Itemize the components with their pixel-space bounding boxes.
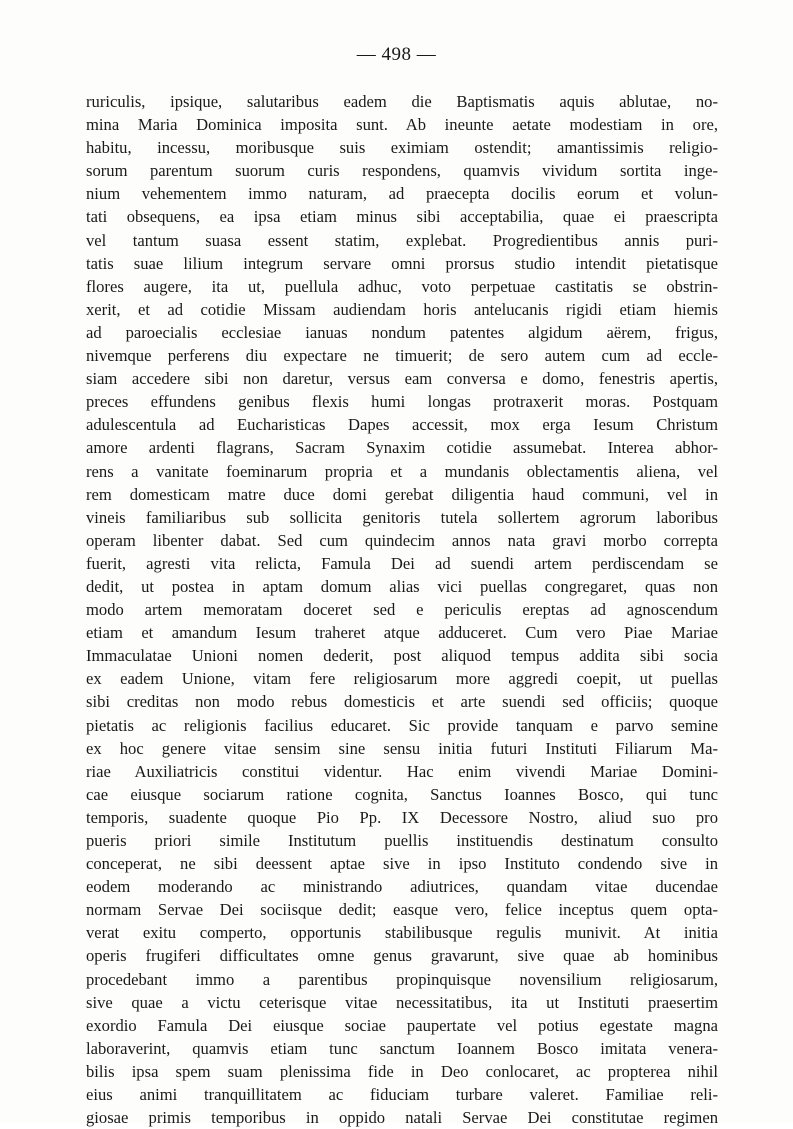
text-line: tatis suae lilium integrum servare omni prorsus studio intendit pietatisque [86,253,718,273]
text-line: nium vehementem immo naturam, ad praecepta docilis eorum et volun- [86,184,718,204]
text-line: vel tantum suasa essent statim, explebat. Progredientibus annis puri- [86,230,718,250]
text-line: sibi creditas non modo rebus domesticis et arte suendi sed officiis; quoque [86,692,718,712]
text-line: verat exitu comperto, opportunis stabilibusque regulis munivit. At initia [86,923,718,943]
text-line: ad paroecialis ecclesiae ianuas nondum patentes algidum aërem, frigus, [86,322,718,342]
text-line: flores augere, ita ut, puellula adhuc, voto perpetuae castitatis se obstrin- [86,276,718,296]
text-line: mina Maria Dominica imposita sunt. Ab ineunte aetate modestiam in ore, [86,115,718,135]
text-line: operis frugiferi difficultates omne genus gravarunt, sive quae ab hominibus [86,946,718,966]
text-line: procedebant immo a parentibus propinquisque novensilium religiosarum, [86,969,718,989]
text-line: siam accedere sibi non daretur, versus eam conversa e domo, fenestris apertis, [86,369,718,389]
text-line: pueris priori simile Institutum puellis instituendis destinatum consulto [86,831,718,850]
text-line: vineis familiaribus sub sollicita genitoris tutela sollertem agrorum laboribus [86,507,718,527]
text-line: ruriculis, ipsique, salutaribus eadem die Baptismatis aquis ablutae, no- [86,92,718,111]
text-line: etiam et amandum Iesum traheret atque adduceret. Cum vero Piae Mariae [86,623,718,643]
text-line: exordio Famula Dei eiusque sociae paupertate vel potius egestate magna [86,1015,718,1035]
text-line: modo artem memoratam doceret sed e periculis ereptas ad agnoscendum [86,600,718,620]
text-line: sorum parentum suorum curis respondens, quamvis vividum sortita inge- [86,161,718,181]
text-line: eodem moderando ac ministrando adiutrices, quandam vitae ducendae [86,877,718,897]
page-number: — 498 — [356,44,437,65]
text-line: laboraverint, quamvis etiam tunc sanctum Ioannem Bosco imitata venera- [86,1038,718,1058]
body-text [86,90,718,1129]
text-line: ex hoc genere vitae sensim sine sensu initia futuri Instituti Filiarum Ma- [86,738,718,758]
text-line: ex eadem Unione, vitam fere religiosarum more aggredi coepit, ut puellas [86,669,718,689]
text-line: habitu, incessu, moribusque suis eximiam ostendit; amantissimis religio- [86,138,718,158]
text-line: nivemque perferens diu expectare ne timuerit; de sero autem cum ad eccle- [86,346,718,366]
text-line: cae eiusque sociarum ratione cognita, Sanctus Ioannes Bosco, qui tunc [86,784,718,804]
text-line: eius animi tranquillitatem ac fiduciam turbare valeret. Familiae reli- [86,1085,718,1105]
text-line: amore ardenti flagrans, Sacram Synaxim cotidie assumebat. Interea abhor- [86,438,718,458]
text-line: riae Auxiliatricis constitui videntur. Hac enim vivendi Mariae Domini- [86,761,718,781]
text-line: xerit, et ad cotidie Missam audiendam horis antelucanis rigidi etiam hiemis [86,299,718,319]
text-line: giosae primis temporibus in oppido natali Servae Dei constitutae regimen [86,1108,718,1128]
text-line: bilis ipsa spem suam plenissima fide in Deo conlocaret, ac propterea nihil [86,1061,718,1081]
text-line: adulescentula ad Eucharisticas Dapes accessit, mox erga Iesum Christum [86,415,718,435]
text-line: sive quae a victu ceterisque vitae necessitatibus, ita ut Instituti praesertim [86,992,718,1012]
text-line: fuerit, agresti vita relicta, Famula Dei ad suendi artem perdiscendam se [86,553,718,573]
text-line: pietatis ac religionis facilius educaret. Sic provide tanquam e parvo semine [86,715,718,735]
text-line: rens a vanitate foeminarum propria et a mundanis oblectamentis aliena, vel [86,461,718,481]
text-line: operam libenter dabat. Sed cum quindecim annos nata gravi morbo correpta [86,530,718,550]
text-line: rem domesticam matre duce domi gerebat diligentia haud communi, vel in [86,484,718,504]
text-line: tati obsequens, ea ipsa etiam minus sibi acceptabilia, quae ei praescripta [86,207,718,227]
text-line: Immaculatae Unioni nomen dederit, post aliquod tempus addita sibi socia [86,646,718,666]
text-line: conceperat, ne sibi deessent aptae sive in ipso Instituto condendo sive in [86,854,718,874]
text-line: preces effundens genibus flexis humi longas protraxerit moras. Postquam [86,392,718,412]
text-line: normam Servae Dei sociisque dedit; easque vero, felice inceptus quem opta- [86,900,718,920]
text-line: temporis, suadente quoque Pio Pp. IX Decessore Nostro, aliud suo pro [86,807,718,827]
text-line: dedit, ut postea in aptam domum alias vici puellas congregaret, quas non [86,576,718,596]
